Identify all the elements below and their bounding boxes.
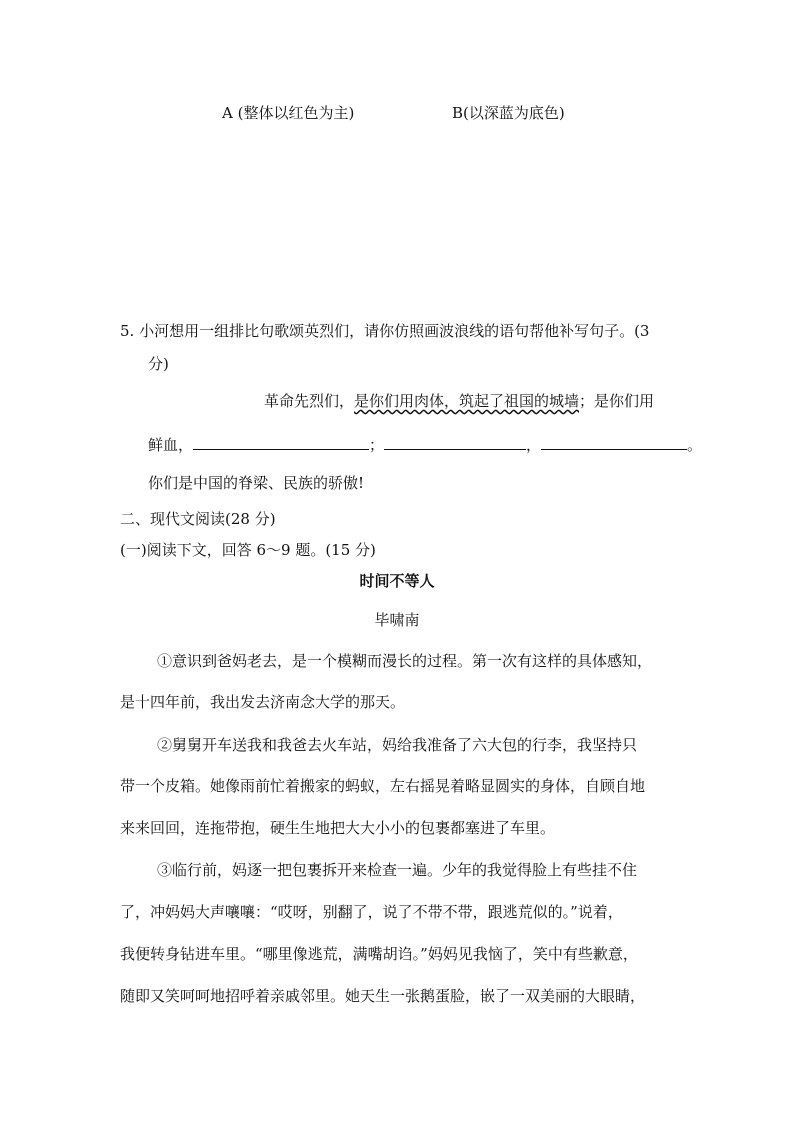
- article-line: ③临行前，妈逐一把包裹拆开来检查一遍。少年的我觉得脸上有些挂不住: [157, 861, 638, 879]
- answer-blank-3[interactable]: [541, 432, 687, 450]
- option-a-caption: A (整体以红色为主): [222, 104, 355, 122]
- q5-sep2: ，: [526, 436, 542, 454]
- q5-line1: 5. 小河想用一组排比句歌颂英烈们，请你仿照画波浪线的语句帮他补写句子。(3: [120, 322, 650, 340]
- q5-end: 。: [687, 436, 703, 454]
- answer-blank-1[interactable]: [193, 432, 369, 450]
- article-line: 来来回回，连拖带抱，硬生生地把大大小小的包裹都塞进了车里。: [120, 819, 556, 837]
- article-line: 我便转身钻进车里。“哪里像逃荒，满嘴胡诌。”妈妈见我恼了，笑中有些歉意，: [120, 945, 638, 963]
- q5-line2: 分): [148, 355, 169, 373]
- article-line: 是十四年前，我出发去济南念大学的那天。: [120, 693, 406, 711]
- q5-line3: [264, 390, 654, 411]
- q5-line4: [148, 432, 702, 455]
- article-line: 带一个皮箱。她像雨前忙着搬家的蚂蚁，左右摇晃着略显圆实的身体，自顾自地: [120, 777, 646, 795]
- section-2-subheading: (一)阅读下文，回答 6～9 题。(15 分): [120, 541, 376, 559]
- article-line: 随即又笑呵呵地招呼着亲戚邻里。她天生一张鹅蛋脸，嵌了一双美丽的大眼睛，: [120, 987, 646, 1005]
- q5-line4-prefix: 鲜血，: [148, 436, 194, 454]
- q5-line5: 你们是中国的脊梁、民族的骄傲!: [148, 474, 365, 492]
- q5-line3-prefix: 革命先烈们，: [264, 392, 355, 410]
- q5-sep1: ；: [369, 436, 385, 454]
- article-title: 时间不等人: [359, 572, 435, 590]
- q5-line3-suffix: ；是你们用: [579, 392, 655, 410]
- article-line: ①意识到爸妈老去，是一个模糊而漫长的过程。第一次有这样的具体感知，: [157, 652, 653, 670]
- q5-wavy-sentence: 是你们用肉体，筑起了祖国的城墙: [354, 392, 580, 410]
- article-line: 了，冲妈妈大声嚷嚷：“哎呀，别翻了，说了不带不带，跟逃荒似的。”说着，: [120, 903, 623, 921]
- article-author: 毕啸南: [374, 611, 420, 629]
- section-2-heading: 二、现代文阅读(28 分): [120, 510, 276, 528]
- option-b-caption: B(以深蓝为底色): [452, 104, 565, 122]
- answer-blank-2[interactable]: [384, 432, 526, 450]
- article-line: ②舅舅开车送我和我爸去火车站，妈给我准备了六大包的行李，我坚持只: [157, 736, 638, 754]
